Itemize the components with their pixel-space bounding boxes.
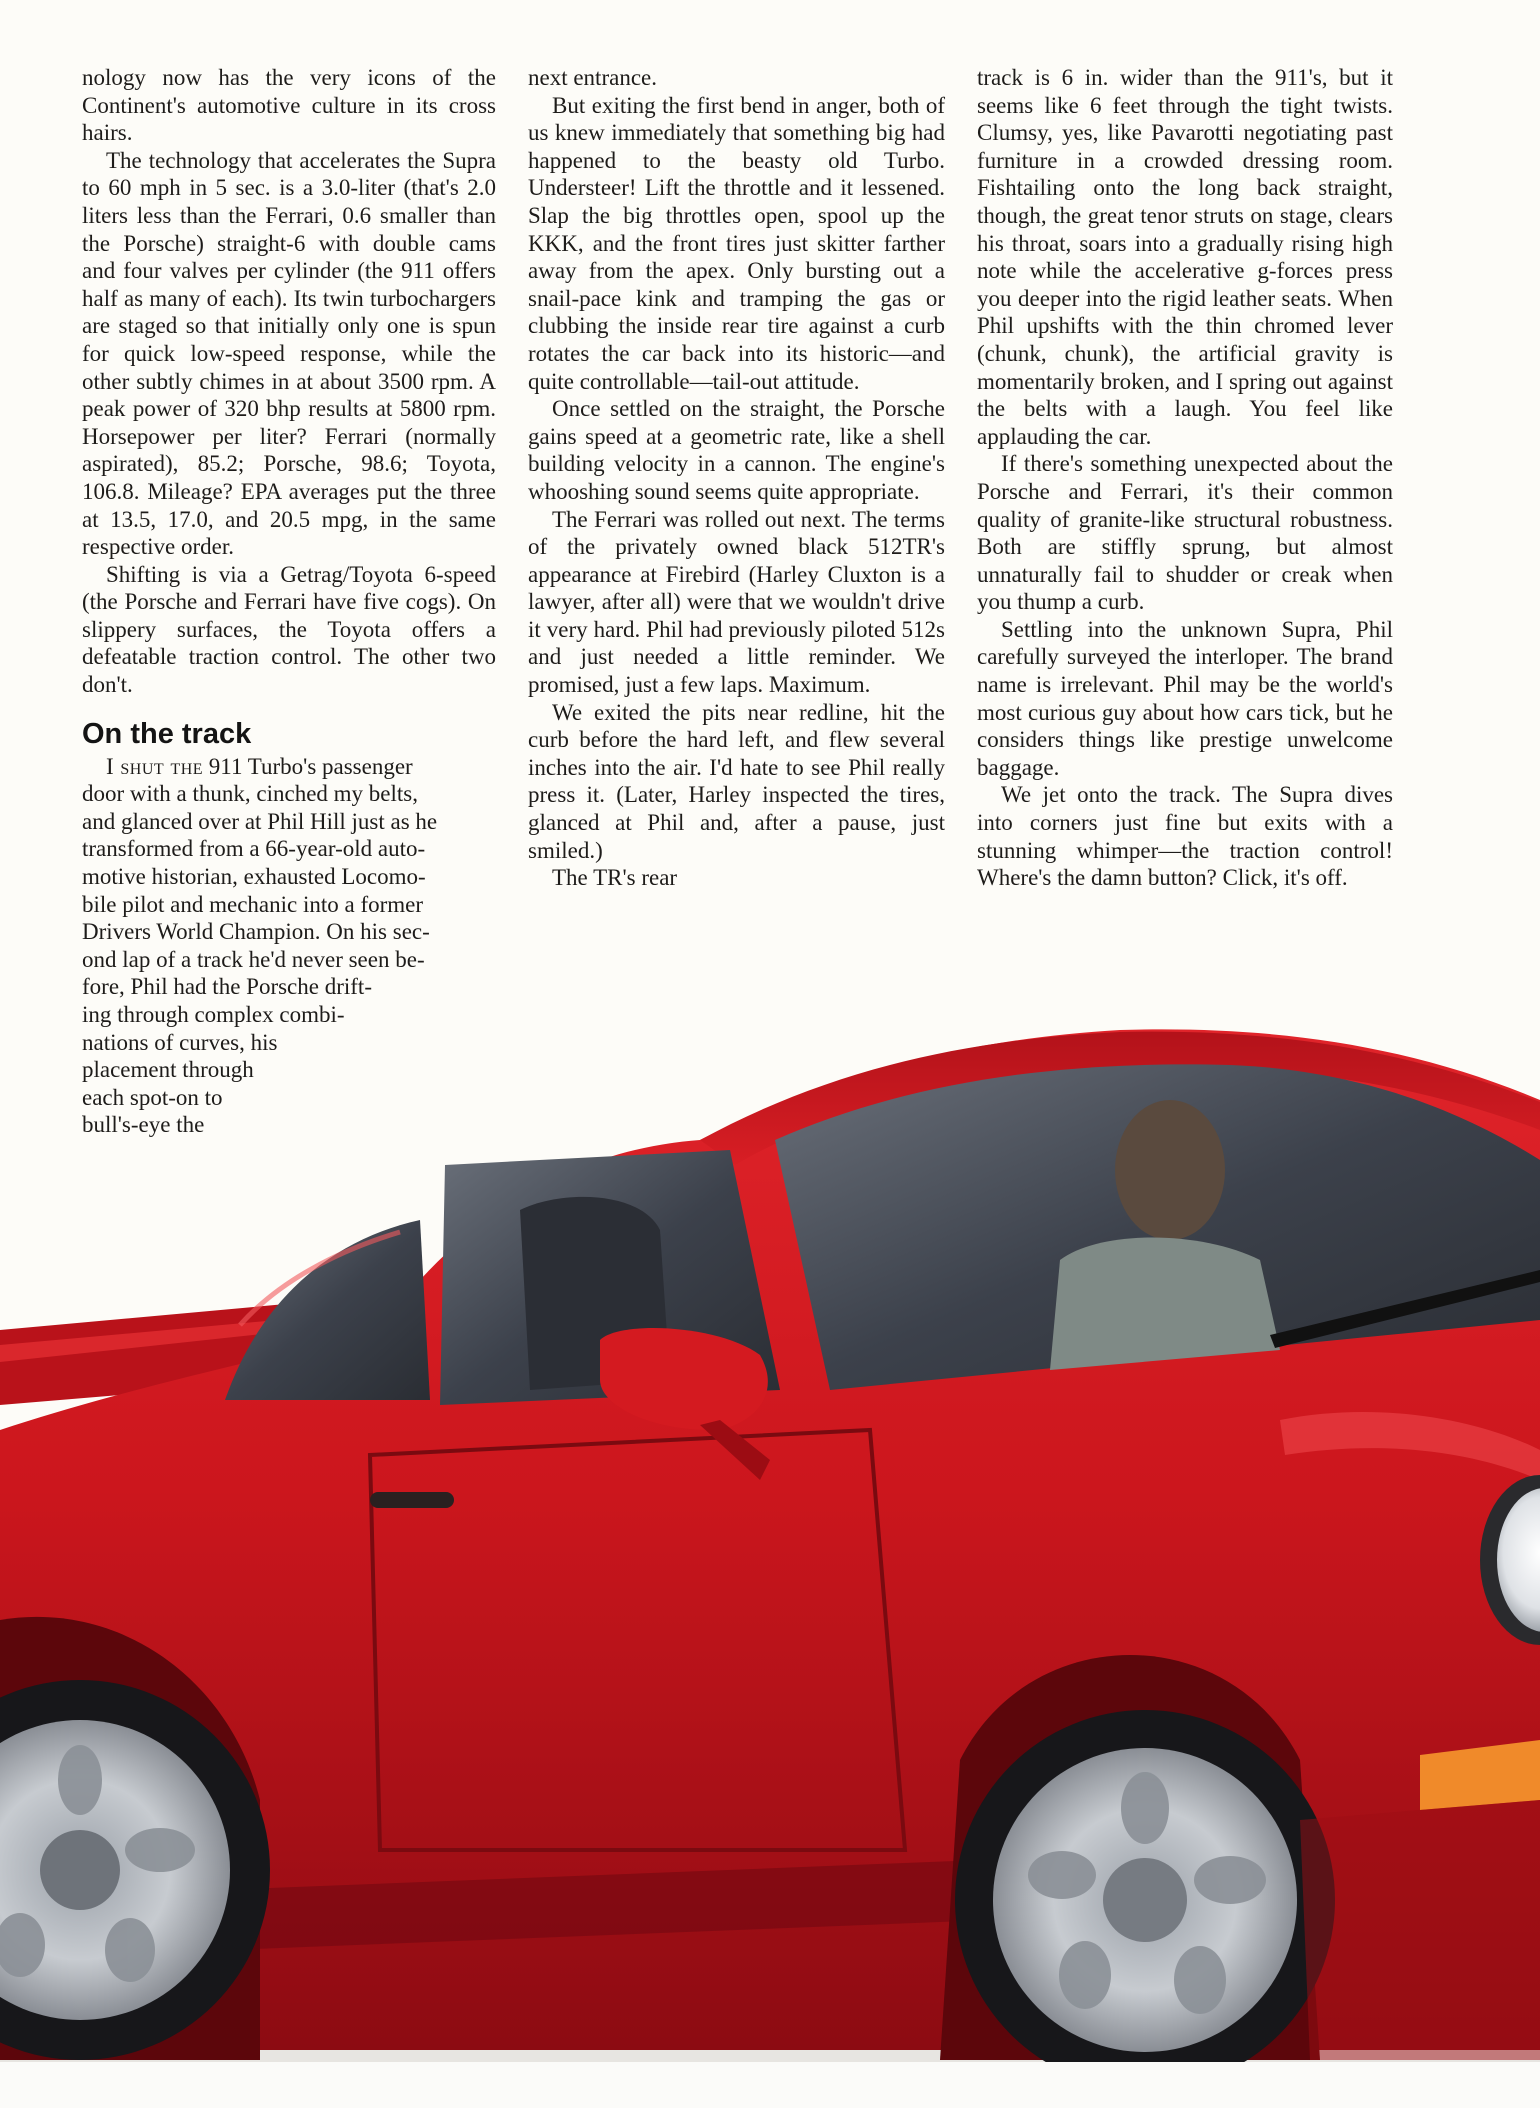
col1-paragraph-3: Shifting is via a Getrag/Toyota 6-speed (the Porsche and Ferrari have five cogs). On slippery surfaces, the Toyota offers a defeatable traction control. The other two don't. [82,561,496,698]
col1-p4-line-3: and glanced over at Phil Hill just as he [82,808,438,834]
col2-paragraph-3: Once settled on the straight, the Porsche gains speed at a geometric rate, like a shell building velocity in a cannon. The engine's whooshing sound seems quite appropriate. [528,396,945,504]
col1-p4-line-5: motive historian, exhausted Locomo- [82,864,426,890]
col3-paragraph-2: If there's something unexpected about the Porsche and Ferrari, it's their common quality of granite-like structural robustness. Both are stiffly sprung, but almost unnaturally fail to shudder or creak when you thump a curb. [977,451,1393,615]
col1-p4-line-6: bile pilot and mechanic into a former [82,891,424,917]
col1-p4-line-2: door with a thunk, cinched my belts, [82,781,418,807]
col2-paragraph-1: next entrance. [528,65,657,90]
col1-p4-line-7: Drivers World Champion. On his sec- [82,919,430,945]
opening-lead-words: I shut the [106,753,204,779]
section-subhead: On the track [82,717,252,750]
col3-paragraph-4: We jet onto the track. The Supra dives into corners just fine but exits with a stunning whimper—the traction control! Where's the damn button? Click, it's off. [977,782,1393,891]
col3-paragraph-3: Settling into the unknown Supra, Phil carefully surveyed the interloper. The brand name is irrelevant. Phil may be the world's most curious guy about how cars tick, but he considers things like prestige unwelcome baggage. [977,616,1393,780]
article-column-3 [977,64,1393,892]
col1-p4-line-14: bull's-eye the [82,1112,205,1138]
article-column-2 [528,64,945,892]
col1-p4-line-9: fore, Phil had the Porsche drift- [82,974,372,1000]
col2-paragraph-4: The Ferrari was rolled out next. The terms of the privately owned black 512TR's appearance at Firebird (Harley Cluxton is a lawyer, after all) were that we wouldn't drive it very hard. Phil had previously piloted 512s and just needed a little reminder. We promised, just a few laps. Maximum. [528,506,945,698]
col1-p4-line-4: transformed from a 66-year-old auto- [82,836,426,862]
col1-paragraph-1: nology now has the very icons of the Continent's automotive culture in its cross hairs. [82,65,496,146]
page-bottom-margin [0,2062,1540,2108]
col1-p4-line-13: each spot-on to [82,1084,223,1110]
col1-p4-line-10: ing through complex combi- [82,1002,345,1027]
col3-paragraph-1: track is 6 in. wider than the 911's, but it seems like 6 feet through the tight twists. Clumsy, yes, like Pavarotti negotiating past furniture in a crowded dressing room. Fishtailing onto the long back straight, though, the great tenor struts on stage, clears his throat, soars into a gradually rising high note while the accelerative g-forces press you deeper into the rigid leather seats. When Phil upshifts with the thin chromed lever (chunk, chunk), the artificial gravity is momentarily broken, and I spring out against the belts with a laugh. You feel like applauding the car. [977,65,1393,449]
col2-paragraph-2: But exiting the first bend in anger, both of us knew immediately that something big had happened to the beasty old Turbo. Understeer! Lift the throttle and it lessened. Slap the big throttles open, spool up the KKK, and the front tires just skitter farther away from the apex. Only bursting out a snail-pace kink and tramping the gas or clubbing the inside rear tire against a curb rotates the car back into its historic—and quite controllable—tail-out attitude. [528,92,945,394]
col2-paragraph-5: We exited the pits near redline, hit the curb before the hard left, and flew several inches into the air. I'd hate to see Phil really press it. (Later, Harley inspected the tires, glanced at Phil and, after a pause, just smiled.) [528,699,945,863]
col1-p4-line-1: 911 Turbo's passenger [208,753,413,779]
col1-p4-line-8: ond lap of a track he'd never seen be- [82,946,425,972]
col2-paragraph-6: The TR's rear [552,865,678,891]
col1-p4-line-12: placement through [82,1057,254,1083]
col1-paragraph-4 [82,753,496,1139]
col1-paragraph-2: The technology that accelerates the Supra to 60 mph in 5 sec. is a 3.0-liter (that's 2.0 liters less than the Ferrari, 0.6 smaller than the Porsche) straight-6 with double cams and four valves per cylinder (the 911 offers half as many of each). Its twin turbochargers are staged so that initially only one is spun for quick low-speed response, while the other subtly chimes in at about 3500 rpm. A peak power of 320 bhp results at 5800 rpm. Horsepower per liter? Ferrari (normally aspirated), 85.2; Porsche, 98.6; Toyota, 106.8. Mileage? EPA averages put the three at 13.5, 17.0, and 20.5 mpg, in the same respective order. [82,147,496,560]
col1-p4-line-11: nations of curves, his [82,1029,278,1055]
article-column-1 [82,64,496,1139]
